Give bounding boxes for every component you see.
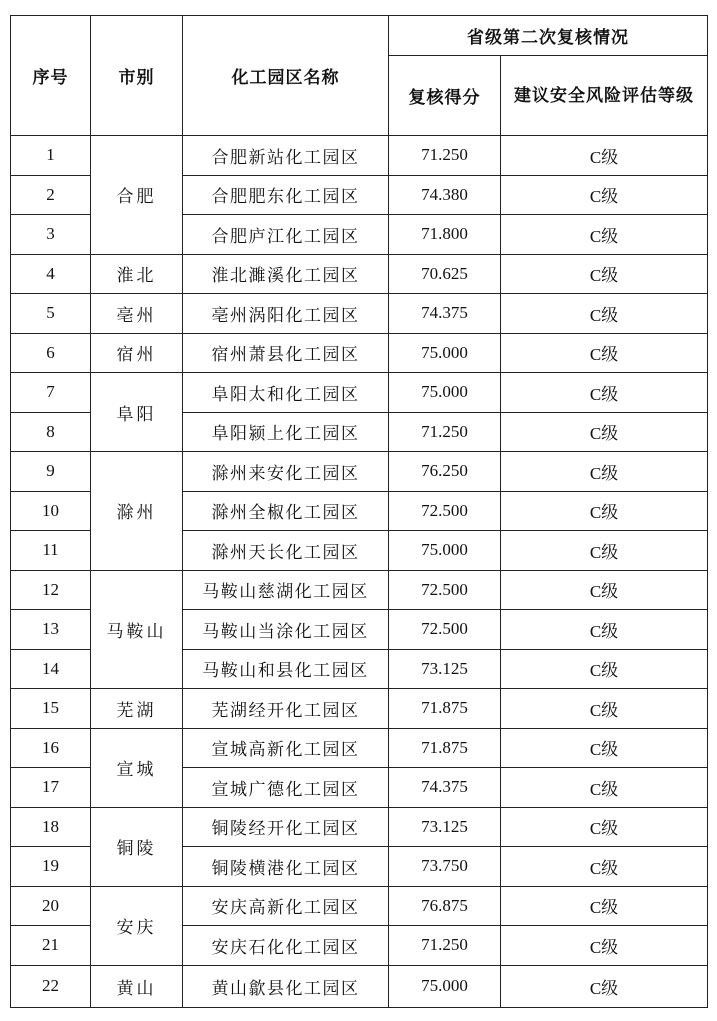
cell-seq: 2 — [11, 175, 91, 215]
table-row — [11, 965, 708, 1007]
header-group: 省级第二次复核情况 — [389, 16, 708, 56]
cell-score: 73.125 — [389, 807, 501, 847]
cell-score: 70.625 — [389, 254, 501, 294]
cell-level: C级 — [501, 452, 708, 492]
cell-level: C级 — [501, 491, 708, 531]
table-row — [11, 570, 708, 610]
cell-seq: 16 — [11, 728, 91, 768]
table-row — [11, 689, 708, 729]
cell-score: 72.500 — [389, 610, 501, 650]
cell-level: C级 — [501, 333, 708, 373]
chemical-park-review-table — [10, 15, 708, 1008]
cell-score: 71.250 — [389, 412, 501, 452]
cell-seq: 19 — [11, 847, 91, 887]
table-row — [11, 452, 708, 492]
cell-park-name: 合肥庐江化工园区 — [183, 215, 389, 255]
cell-level: C级 — [501, 215, 708, 255]
header-park: 化工园区名称 — [183, 16, 389, 136]
cell-seq: 11 — [11, 531, 91, 571]
cell-level: C级 — [501, 373, 708, 413]
cell-seq: 6 — [11, 333, 91, 373]
cell-level: C级 — [501, 175, 708, 215]
document-page — [10, 15, 707, 1008]
header-score: 复核得分 — [389, 56, 501, 136]
cell-city: 合肥 — [91, 136, 183, 255]
cell-park-name: 合肥肥东化工园区 — [183, 175, 389, 215]
cell-seq: 12 — [11, 570, 91, 610]
cell-park-name: 宣城广德化工园区 — [183, 768, 389, 808]
cell-score: 76.875 — [389, 886, 501, 926]
cell-seq: 10 — [11, 491, 91, 531]
cell-park-name: 芜湖经开化工园区 — [183, 689, 389, 729]
cell-city: 马鞍山 — [91, 570, 183, 689]
table-row — [11, 254, 708, 294]
cell-park-name: 马鞍山当涂化工园区 — [183, 610, 389, 650]
cell-score: 76.250 — [389, 452, 501, 492]
cell-park-name: 安庆高新化工园区 — [183, 886, 389, 926]
cell-park-name: 安庆石化化工园区 — [183, 926, 389, 966]
cell-seq: 9 — [11, 452, 91, 492]
cell-level: C级 — [501, 254, 708, 294]
cell-park-name: 滁州天长化工园区 — [183, 531, 389, 571]
cell-level: C级 — [501, 531, 708, 571]
cell-level: C级 — [501, 689, 708, 729]
cell-city: 滁州 — [91, 452, 183, 571]
table-row — [11, 294, 708, 334]
cell-score: 72.500 — [389, 570, 501, 610]
header-level: 建议安全风险评估等级 — [501, 56, 708, 136]
cell-seq: 20 — [11, 886, 91, 926]
cell-score: 71.875 — [389, 689, 501, 729]
table-row — [11, 373, 708, 413]
cell-park-name: 亳州涡阳化工园区 — [183, 294, 389, 334]
cell-park-name: 黄山歙县化工园区 — [183, 965, 389, 1007]
cell-score: 74.375 — [389, 768, 501, 808]
cell-park-name: 阜阳太和化工园区 — [183, 373, 389, 413]
cell-level: C级 — [501, 412, 708, 452]
table-row — [11, 807, 708, 847]
cell-city: 宣城 — [91, 728, 183, 807]
cell-city: 宿州 — [91, 333, 183, 373]
cell-level: C级 — [501, 649, 708, 689]
cell-level: C级 — [501, 570, 708, 610]
cell-seq: 5 — [11, 294, 91, 334]
cell-level: C级 — [501, 807, 708, 847]
cell-park-name: 宣城高新化工园区 — [183, 728, 389, 768]
cell-park-name: 铜陵经开化工园区 — [183, 807, 389, 847]
cell-park-name: 马鞍山和县化工园区 — [183, 649, 389, 689]
cell-score: 73.125 — [389, 649, 501, 689]
cell-city: 亳州 — [91, 294, 183, 334]
cell-park-name: 滁州全椒化工园区 — [183, 491, 389, 531]
cell-level: C级 — [501, 965, 708, 1007]
cell-city: 芜湖 — [91, 689, 183, 729]
cell-level: C级 — [501, 610, 708, 650]
cell-city: 安庆 — [91, 886, 183, 965]
cell-seq: 18 — [11, 807, 91, 847]
cell-park-name: 阜阳颍上化工园区 — [183, 412, 389, 452]
cell-level: C级 — [501, 847, 708, 887]
cell-score: 71.800 — [389, 215, 501, 255]
table-row — [11, 136, 708, 176]
cell-seq: 1 — [11, 136, 91, 176]
cell-score: 74.375 — [389, 294, 501, 334]
cell-seq: 8 — [11, 412, 91, 452]
cell-park-name: 淮北濉溪化工园区 — [183, 254, 389, 294]
cell-city: 阜阳 — [91, 373, 183, 452]
cell-seq: 14 — [11, 649, 91, 689]
cell-park-name: 铜陵横港化工园区 — [183, 847, 389, 887]
cell-seq: 7 — [11, 373, 91, 413]
header-city: 市别 — [91, 16, 183, 136]
cell-score: 75.000 — [389, 333, 501, 373]
cell-score: 75.000 — [389, 965, 501, 1007]
cell-seq: 15 — [11, 689, 91, 729]
cell-seq: 13 — [11, 610, 91, 650]
cell-level: C级 — [501, 926, 708, 966]
table-header — [11, 16, 708, 136]
cell-seq: 4 — [11, 254, 91, 294]
table-row — [11, 728, 708, 768]
cell-level: C级 — [501, 294, 708, 334]
cell-park-name: 滁州来安化工园区 — [183, 452, 389, 492]
header-seq: 序号 — [11, 16, 91, 136]
cell-level: C级 — [501, 768, 708, 808]
cell-score: 71.250 — [389, 136, 501, 176]
cell-score: 73.750 — [389, 847, 501, 887]
cell-level: C级 — [501, 136, 708, 176]
cell-score: 71.250 — [389, 926, 501, 966]
cell-city: 淮北 — [91, 254, 183, 294]
table-row — [11, 886, 708, 926]
cell-score: 71.875 — [389, 728, 501, 768]
cell-score: 72.500 — [389, 491, 501, 531]
cell-seq: 17 — [11, 768, 91, 808]
cell-seq: 22 — [11, 965, 91, 1007]
table-body — [11, 136, 708, 1008]
cell-park-name: 宿州萧县化工园区 — [183, 333, 389, 373]
cell-park-name: 马鞍山慈湖化工园区 — [183, 570, 389, 610]
cell-score: 75.000 — [389, 373, 501, 413]
cell-level: C级 — [501, 886, 708, 926]
cell-score: 75.000 — [389, 531, 501, 571]
cell-score: 74.380 — [389, 175, 501, 215]
table-row — [11, 333, 708, 373]
cell-seq: 3 — [11, 215, 91, 255]
cell-level: C级 — [501, 728, 708, 768]
cell-seq: 21 — [11, 926, 91, 966]
cell-city: 黄山 — [91, 965, 183, 1007]
cell-park-name: 合肥新站化工园区 — [183, 136, 389, 176]
cell-city: 铜陵 — [91, 807, 183, 886]
